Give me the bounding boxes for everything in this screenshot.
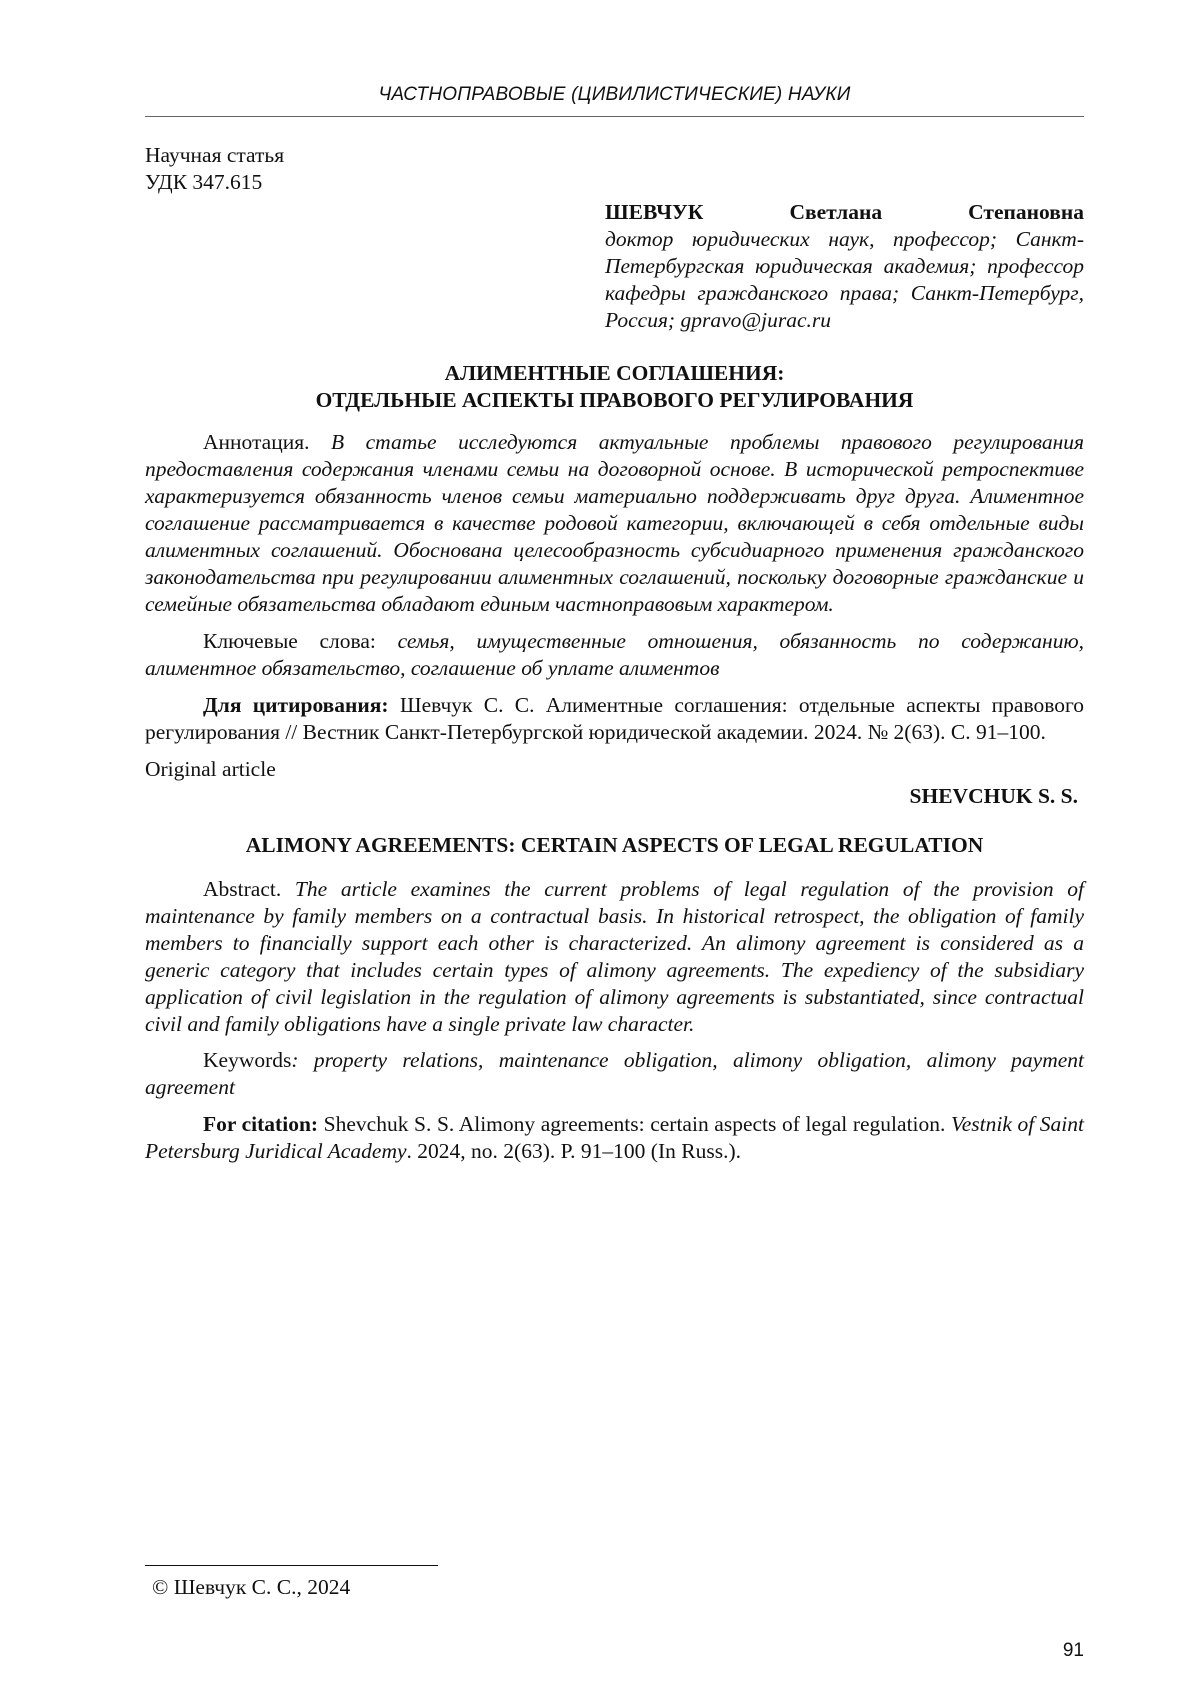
article-type-ru: Научная статья (145, 143, 285, 167)
citation-ru-text: Шевчук С. С. Алиментные соглашения: отдельные аспекты правового регулирования // Вестник Санкт-Петербургской юридической академии. 2024. № 2(63). С. 91–100. (145, 693, 1085, 744)
keywords-en-label: Keywords (203, 1048, 292, 1072)
article-title-ru (145, 360, 1084, 414)
author-affiliation-ru: доктор юридических наук, профессор; Санкт-Петербургская юридическая академия; профессор кафедры гражданского права; Санкт-Петербург, Россия; gpravo@jurac.ru (605, 227, 1084, 332)
author-patronymic: Степановна (968, 200, 1084, 224)
copyright-note: © Шевчук С. С., 2024 (152, 1575, 351, 1599)
abstract-ru-text: В статье исследуются актуальные проблемы правового регулирования предоставления содержания членами семьи на договорной основе. В исторической ретроспективе характеризуется обязанность членов семьи материально поддерживать друг друга. Алиментное соглашение рассматривается в качестве родовой категории, включающей в себя отдельные виды алиментных соглашений. Обоснована целесообразность субсидиарного применения гражданского законодательства при регулировании алиментных соглашений, поскольку договорные гражданские и семейные обязательства обладают единым частноправовым характером. (145, 430, 1085, 616)
footnote-divider (145, 1565, 438, 1566)
keywords-en-text: : property relations, maintenance obligation, alimony obligation, alimony payment agreement (145, 1048, 1084, 1099)
keywords-en (145, 1047, 1084, 1101)
citation-ru (145, 692, 1084, 746)
abstract-en-label: Abstract. (203, 877, 282, 901)
citation-en-details: . 2024, no. 2(63). P. 91–100 (In Russ.). (406, 1139, 741, 1163)
citation-en-journal: Vestnik of Saint Petersburg Juridical Academy (145, 1112, 1084, 1163)
author-surname: ШЕВЧУК (605, 200, 704, 224)
abstract-en (145, 876, 1084, 1038)
abstract-ru-label: Аннотация. (203, 430, 310, 454)
keywords-ru (145, 628, 1084, 682)
citation-en (145, 1111, 1084, 1165)
author-block-ru (605, 199, 1084, 334)
keywords-ru-text: семья, имущественные отношения, обязанность по содержанию, алиментное обязательство, соглашение об уплате алиментов (145, 629, 1085, 680)
article-content (145, 142, 1084, 1165)
abstract-ru (145, 429, 1084, 618)
abstract-en-text: The article examines the current problems of legal regulation of the provision of maintenance by family members on a contractual basis. In historical retrospect, the obligation of family members to financially support each other is characterized. An alimony agreement is considered as a generic category that includes certain types of alimony agreements. The expediency of the subsidiary application of civil legislation in the regulation of alimony agreements is substantiated, since contractual civil and family obligations have a single private law character. (145, 877, 1085, 1036)
citation-en-label: For citation: (203, 1112, 319, 1136)
author-name-en: SHEVCHUK S. S. (909, 784, 1078, 808)
author-first-name: Светлана (789, 200, 883, 224)
article-type-en: Original article (145, 757, 276, 781)
udc-code: УДК 347.615 (145, 170, 263, 194)
running-head: ЧАСТНОПРАВОВЫЕ (ЦИВИЛИСТИЧЕСКИЕ) НАУКИ (378, 84, 851, 105)
page-number: 91 (1062, 1640, 1084, 1661)
citation-ru-label: Для цитирования: (203, 693, 389, 717)
author-name-ru (605, 199, 1084, 226)
article-title-en: ALIMONY AGREEMENTS: CERTAIN ASPECTS OF LEGAL REGULATION (245, 833, 984, 857)
citation-en-text: Shevchuk S. S. Alimony agreements: certain aspects of legal regulation. (323, 1112, 946, 1136)
keywords-ru-label: Ключевые слова: (203, 629, 376, 653)
header-divider (145, 116, 1084, 117)
title-ru-line-2: ОТДЕЛЬНЫЕ АСПЕКТЫ ПРАВОВОГО РЕГУЛИРОВАНИЯ (315, 388, 914, 412)
title-ru-line-1: АЛИМЕНТНЫЕ СОГЛАШЕНИЯ: (444, 361, 785, 385)
